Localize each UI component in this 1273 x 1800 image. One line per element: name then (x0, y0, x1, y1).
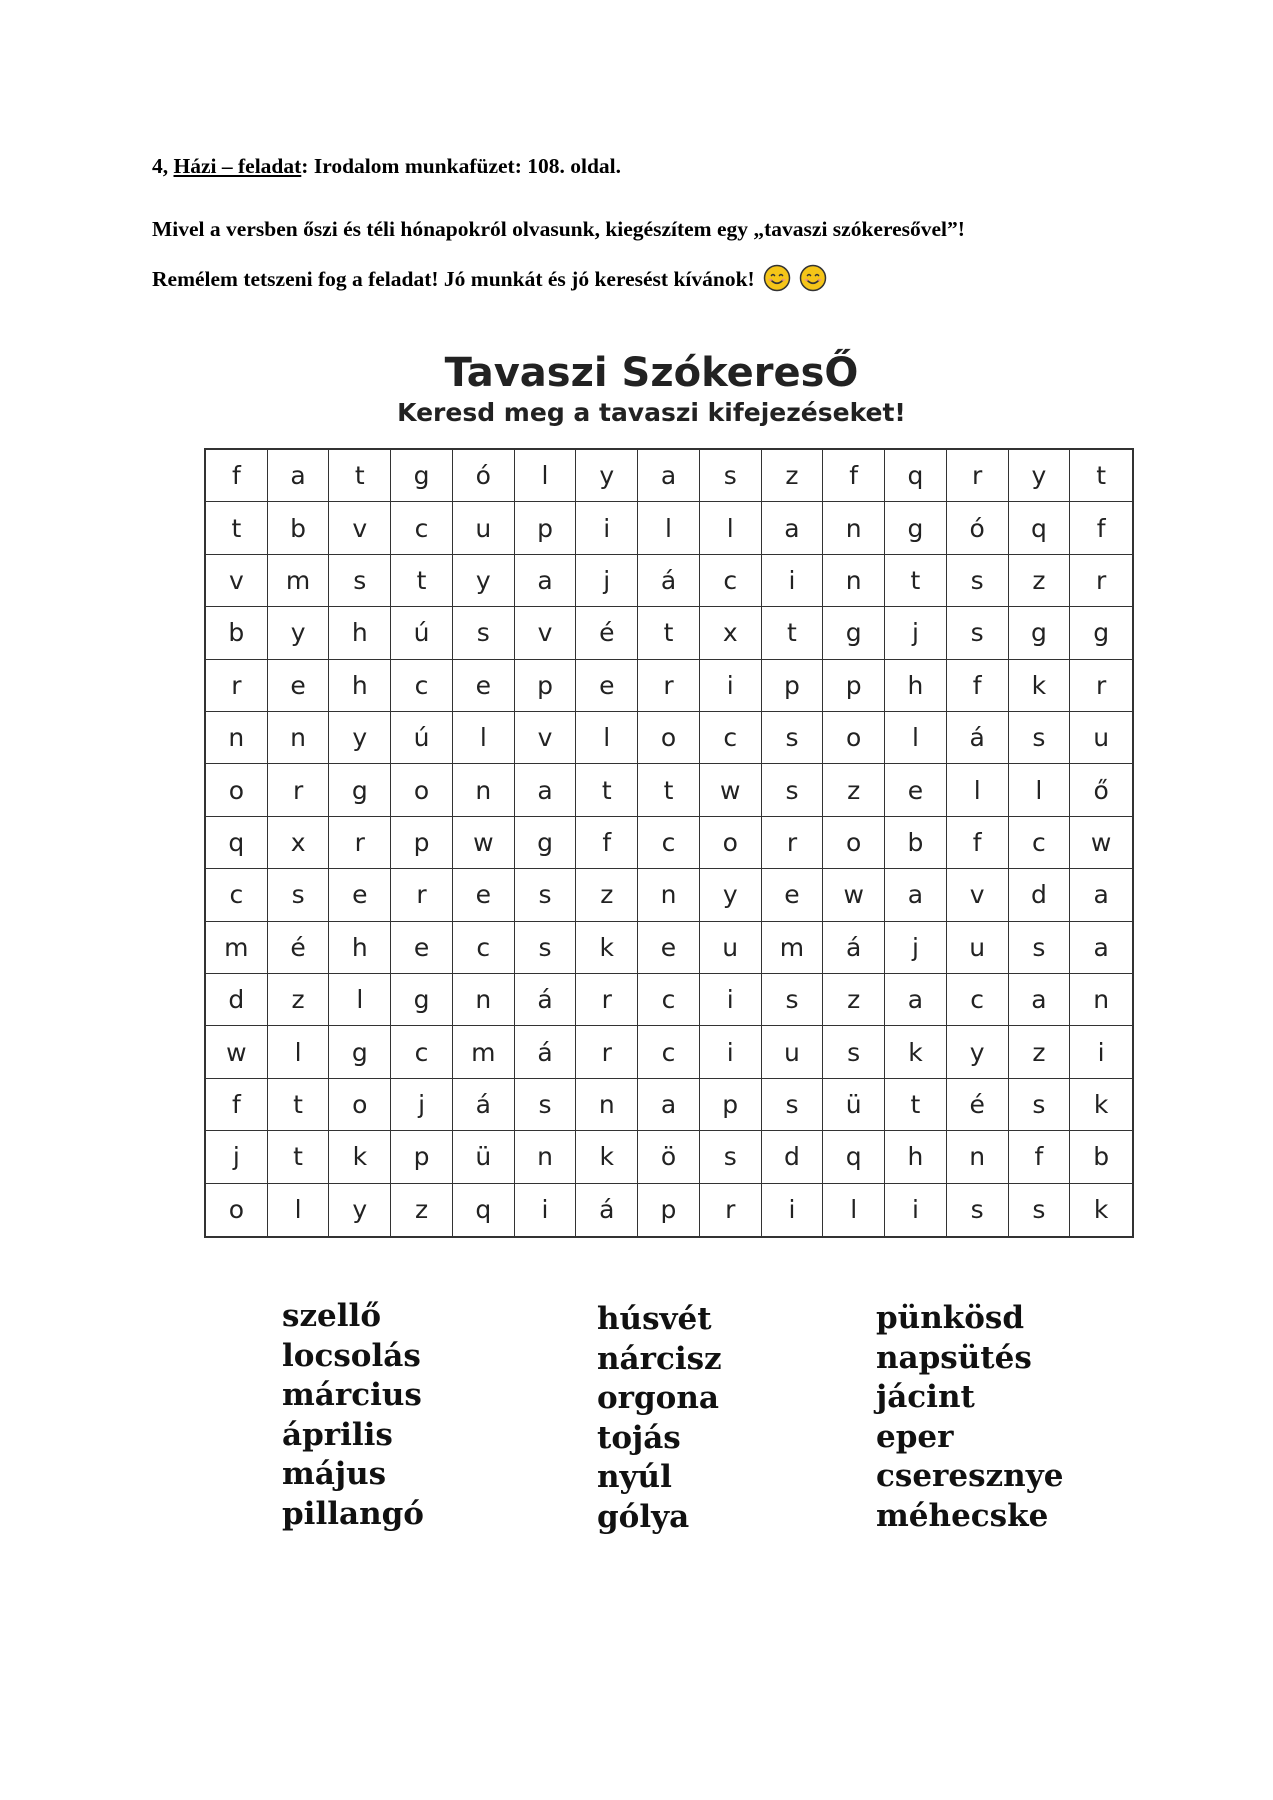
grid-cell: e (638, 922, 700, 974)
grid-cell: p (391, 817, 453, 869)
grid-cell: s (762, 712, 824, 764)
word-item: pünkösd (876, 1300, 1025, 1336)
grid-cell: ü (823, 1079, 885, 1131)
grid-cell: m (762, 922, 824, 974)
puzzle-subtitle: Keresd meg a tavaszi kifejezéseket! (397, 398, 906, 427)
grid-cell: e (576, 660, 638, 712)
assignment-heading (152, 154, 621, 179)
grid-cell: k (329, 1131, 391, 1183)
grid-cell: s (515, 922, 577, 974)
grid-cell: v (515, 607, 577, 659)
grid-cell: c (700, 712, 762, 764)
grid-cell: b (885, 817, 947, 869)
grid-cell: g (885, 502, 947, 554)
intro-line-1: Mivel a versben őszi és téli hónapokról olvasunk, kiegészítem egy „tavaszi szókeresővel”! (152, 217, 965, 241)
grid-cell: w (823, 869, 885, 921)
grid-cell: l (947, 764, 1009, 816)
grid-cell: é (947, 1079, 1009, 1131)
grid-cell: s (515, 1079, 577, 1131)
grid-cell: r (576, 1026, 638, 1078)
grid-cell: q (1009, 502, 1071, 554)
grid-cell: á (515, 974, 577, 1026)
intro-line-2 (152, 264, 827, 292)
grid-cell: t (268, 1079, 330, 1131)
grid-cell: n (576, 1079, 638, 1131)
grid-cell: i (1070, 1026, 1132, 1078)
grid-cell: t (885, 555, 947, 607)
grid-cell: s (947, 607, 1009, 659)
grid-cell: t (206, 502, 268, 554)
grid-cell: r (638, 660, 700, 712)
grid-cell: f (1009, 1131, 1071, 1183)
grid-cell: c (453, 922, 515, 974)
grid-cell: n (823, 555, 885, 607)
grid-cell: q (823, 1131, 885, 1183)
grid-cell: ó (453, 450, 515, 502)
grid-cell: g (1070, 607, 1132, 659)
grid-cell: u (453, 502, 515, 554)
grid-cell: w (453, 817, 515, 869)
grid-cell: b (268, 502, 330, 554)
grid-cell: á (515, 1026, 577, 1078)
grid-cell: z (576, 869, 638, 921)
grid-cell: j (885, 607, 947, 659)
grid-cell: n (823, 502, 885, 554)
word-item: gólya (597, 1498, 690, 1535)
word-item: jácint (876, 1379, 975, 1415)
grid-cell: r (1070, 555, 1132, 607)
grid-cell: a (515, 555, 577, 607)
grid-cell: a (1070, 922, 1132, 974)
grid-cell: a (885, 974, 947, 1026)
grid-cell: t (1070, 450, 1132, 502)
grid-cell: s (1009, 712, 1071, 764)
grid-cell: z (268, 974, 330, 1026)
grid-cell: y (453, 555, 515, 607)
grid-cell: g (823, 607, 885, 659)
grid-cell: p (391, 1131, 453, 1183)
word-item: pillangó (282, 1495, 424, 1532)
grid-cell: m (268, 555, 330, 607)
grid-cell: s (515, 869, 577, 921)
grid-cell: l (515, 450, 577, 502)
grid-cell: p (515, 502, 577, 554)
grid-cell: á (638, 555, 700, 607)
grid-cell: r (391, 869, 453, 921)
grid-cell: f (206, 1079, 268, 1131)
grid-cell: l (700, 502, 762, 554)
grid-cell: p (700, 1079, 762, 1131)
grid-cell: s (1009, 922, 1071, 974)
grid-cell: o (638, 712, 700, 764)
grid-cell: l (453, 712, 515, 764)
grid-cell: o (823, 712, 885, 764)
smiley-icon (799, 264, 827, 292)
grid-cell: l (268, 1026, 330, 1078)
grid-cell: a (1070, 869, 1132, 921)
word-item: április (282, 1416, 393, 1453)
word-item: május (282, 1456, 387, 1492)
grid-cell: r (1070, 660, 1132, 712)
smiley-icon (763, 264, 791, 292)
grid-cell: ú (391, 607, 453, 659)
grid-cell: k (885, 1026, 947, 1078)
heading-underlined: Házi – feladat (173, 154, 302, 178)
grid-cell: w (206, 1026, 268, 1078)
grid-cell: v (206, 555, 268, 607)
grid-cell: p (823, 660, 885, 712)
grid-cell: g (515, 817, 577, 869)
grid-cell: u (762, 1026, 824, 1078)
grid-cell: t (885, 1079, 947, 1131)
word-item: tojás (597, 1419, 681, 1456)
grid-cell: u (1070, 712, 1132, 764)
word-item: napsütés (876, 1339, 1032, 1376)
grid-cell: ó (947, 502, 1009, 554)
grid-cell: f (1070, 502, 1132, 554)
grid-cell: o (206, 764, 268, 816)
grid-cell: t (638, 607, 700, 659)
grid-cell: k (1070, 1079, 1132, 1131)
grid-cell: q (885, 450, 947, 502)
grid-cell: s (1009, 1079, 1071, 1131)
grid-cell: r (947, 450, 1009, 502)
heading-prefix: 4, (152, 154, 174, 178)
grid-cell: z (1009, 555, 1071, 607)
grid-cell: k (1009, 660, 1071, 712)
grid-cell: s (700, 450, 762, 502)
grid-cell: n (206, 712, 268, 764)
grid-cell: q (206, 817, 268, 869)
grid-cell: a (638, 450, 700, 502)
grid-cell: a (762, 502, 824, 554)
grid-cell: t (762, 607, 824, 659)
grid-cell: e (268, 660, 330, 712)
grid-cell: v (515, 712, 577, 764)
grid-cell: s (268, 869, 330, 921)
grid-cell: v (329, 502, 391, 554)
grid-cell: c (391, 660, 453, 712)
grid-cell: e (391, 922, 453, 974)
grid-cell: i (700, 974, 762, 1026)
grid-cell: s (947, 1184, 1009, 1236)
grid-cell: t (638, 764, 700, 816)
grid-cell: g (391, 450, 453, 502)
grid-cell: p (762, 660, 824, 712)
grid-cell: f (206, 450, 268, 502)
grid-cell: y (329, 712, 391, 764)
grid-cell: z (1009, 1026, 1071, 1078)
grid-cell: m (453, 1026, 515, 1078)
grid-cell: á (453, 1079, 515, 1131)
grid-cell: n (638, 869, 700, 921)
word-item: eper (876, 1418, 954, 1455)
puzzle-title: Tavaszi SzókeresŐ (444, 350, 859, 396)
grid-cell: c (947, 974, 1009, 1026)
grid-cell: b (1070, 1131, 1132, 1183)
grid-cell: o (391, 764, 453, 816)
grid-cell: u (947, 922, 1009, 974)
grid-cell: q (453, 1184, 515, 1236)
grid-cell: c (638, 817, 700, 869)
grid-cell: x (700, 607, 762, 659)
grid-cell: e (329, 869, 391, 921)
grid-cell: z (823, 974, 885, 1026)
grid-cell: e (453, 660, 515, 712)
heading-suffix: : Irodalom munkafüzet: 108. oldal. (301, 154, 622, 178)
grid-cell: l (576, 712, 638, 764)
grid-cell: i (576, 502, 638, 554)
grid-cell: ő (1070, 764, 1132, 816)
grid-cell: k (576, 1131, 638, 1183)
grid-cell: o (329, 1079, 391, 1131)
word-item: március (282, 1377, 422, 1413)
word-list-column-3 (876, 1299, 1063, 1536)
word-item: húsvét (597, 1301, 712, 1337)
grid-cell: t (576, 764, 638, 816)
grid-cell: b (206, 607, 268, 659)
grid-cell: s (762, 764, 824, 816)
grid-cell: i (885, 1184, 947, 1236)
grid-cell: c (391, 502, 453, 554)
grid-cell: y (700, 869, 762, 921)
grid-cell: r (700, 1184, 762, 1236)
grid-cell: j (885, 922, 947, 974)
grid-cell: g (329, 764, 391, 816)
grid-cell: s (1009, 1184, 1071, 1236)
grid-cell: i (762, 555, 824, 607)
grid-cell: r (206, 660, 268, 712)
grid-cell: n (268, 712, 330, 764)
grid-cell: c (638, 1026, 700, 1078)
grid-cell: c (391, 1026, 453, 1078)
grid-cell: l (638, 502, 700, 554)
grid-cell: ü (453, 1131, 515, 1183)
word-item: nárcisz (597, 1340, 722, 1377)
word-item: méhecske (876, 1497, 1049, 1534)
grid-cell: g (329, 1026, 391, 1078)
intro-line-2-text: Remélem tetszeni fog a feladat! Jó munkát és jó keresést kívánok! (152, 267, 755, 291)
grid-cell: á (823, 922, 885, 974)
grid-cell: a (885, 869, 947, 921)
grid-cell: u (700, 922, 762, 974)
grid-cell: y (576, 450, 638, 502)
grid-cell: f (947, 660, 1009, 712)
grid-cell: r (268, 764, 330, 816)
grid-cell: p (515, 660, 577, 712)
grid-cell: l (329, 974, 391, 1026)
grid-cell: c (1009, 817, 1071, 869)
grid-cell: d (1009, 869, 1071, 921)
grid-cell: s (700, 1131, 762, 1183)
grid-cell: z (762, 450, 824, 502)
grid-cell: s (762, 974, 824, 1026)
grid-cell: y (947, 1026, 1009, 1078)
grid-cell: t (329, 450, 391, 502)
grid-cell: n (1070, 974, 1132, 1026)
word-item: cseresznye (876, 1458, 1064, 1494)
grid-cell: n (515, 1131, 577, 1183)
word-search-grid (204, 448, 1134, 1238)
grid-cell: k (1093, 1195, 1109, 1225)
grid-cell: r (576, 974, 638, 1026)
grid-cell: f (576, 817, 638, 869)
grid-cell: k (576, 922, 638, 974)
grid-cell: c (700, 555, 762, 607)
grid-cell: i (700, 1026, 762, 1078)
grid-cell: g (1009, 607, 1071, 659)
grid-cell: y (329, 1184, 391, 1236)
grid-cell: l (885, 712, 947, 764)
grid-cell: a (268, 450, 330, 502)
grid-cell: x (268, 817, 330, 869)
grid-cell: o (206, 1184, 268, 1236)
grid-cell: a (638, 1079, 700, 1131)
grid-cell: h (885, 1131, 947, 1183)
word-item: szellő (282, 1298, 382, 1334)
grid-cell: d (762, 1131, 824, 1183)
grid-cell: n (453, 764, 515, 816)
grid-cell: j (391, 1079, 453, 1131)
grid-cell: c (638, 974, 700, 1026)
word-item: locsolás (282, 1337, 421, 1374)
grid-cell: n (453, 974, 515, 1026)
grid-cell: n (947, 1131, 1009, 1183)
grid-cell: h (329, 660, 391, 712)
grid-cell: l (1009, 764, 1071, 816)
grid-cell: i (762, 1184, 824, 1236)
grid-cell: y (1009, 450, 1071, 502)
grid-cell: o (823, 817, 885, 869)
grid-cell: w (700, 764, 762, 816)
grid-cell: a (515, 764, 577, 816)
grid-cell: á (947, 712, 1009, 764)
grid-cell: h (329, 922, 391, 974)
grid-cell: é (576, 607, 638, 659)
grid-cell: e (762, 869, 824, 921)
grid-cell: ú (391, 712, 453, 764)
grid-cell: v (947, 869, 1009, 921)
word-item: orgona (597, 1380, 719, 1416)
grid-cell: w (1070, 817, 1132, 869)
grid-cell: g (391, 974, 453, 1026)
grid-cell: r (329, 817, 391, 869)
word-list-column-1 (282, 1297, 424, 1534)
grid-cell: j (576, 555, 638, 607)
grid-cell: h (885, 660, 947, 712)
grid-cell: z (823, 764, 885, 816)
grid-cell: y (268, 607, 330, 659)
grid-cell: s (947, 555, 1009, 607)
grid-cell: s (762, 1079, 824, 1131)
grid-cell: l (823, 1184, 885, 1236)
grid-cell: s (453, 607, 515, 659)
grid-cell: d (206, 974, 268, 1026)
grid-cell: m (206, 922, 268, 974)
word-item: nyúl (597, 1459, 672, 1495)
grid-cell: é (268, 922, 330, 974)
grid-cell: l (268, 1184, 330, 1236)
grid-cell: ö (638, 1131, 700, 1183)
grid-cell: z (391, 1184, 453, 1236)
grid-cell: r (762, 817, 824, 869)
grid-cell: i (700, 660, 762, 712)
grid-cell: á (576, 1184, 638, 1236)
grid-cell: s (823, 1026, 885, 1078)
grid-cell: f (823, 450, 885, 502)
grid-cell: s (329, 555, 391, 607)
grid-cell: o (700, 817, 762, 869)
grid-cell: i (515, 1184, 577, 1236)
grid-cell: j (206, 1131, 268, 1183)
grid-cell: c (206, 869, 268, 921)
grid-cell: e (453, 869, 515, 921)
grid-cell: t (268, 1131, 330, 1183)
grid-cell: e (885, 764, 947, 816)
grid-cell: t (391, 555, 453, 607)
grid-cell: f (947, 817, 1009, 869)
word-list-column-2 (597, 1300, 722, 1537)
grid-cell: a (1009, 974, 1071, 1026)
grid-cell: h (329, 607, 391, 659)
grid-cell: p (638, 1184, 700, 1236)
